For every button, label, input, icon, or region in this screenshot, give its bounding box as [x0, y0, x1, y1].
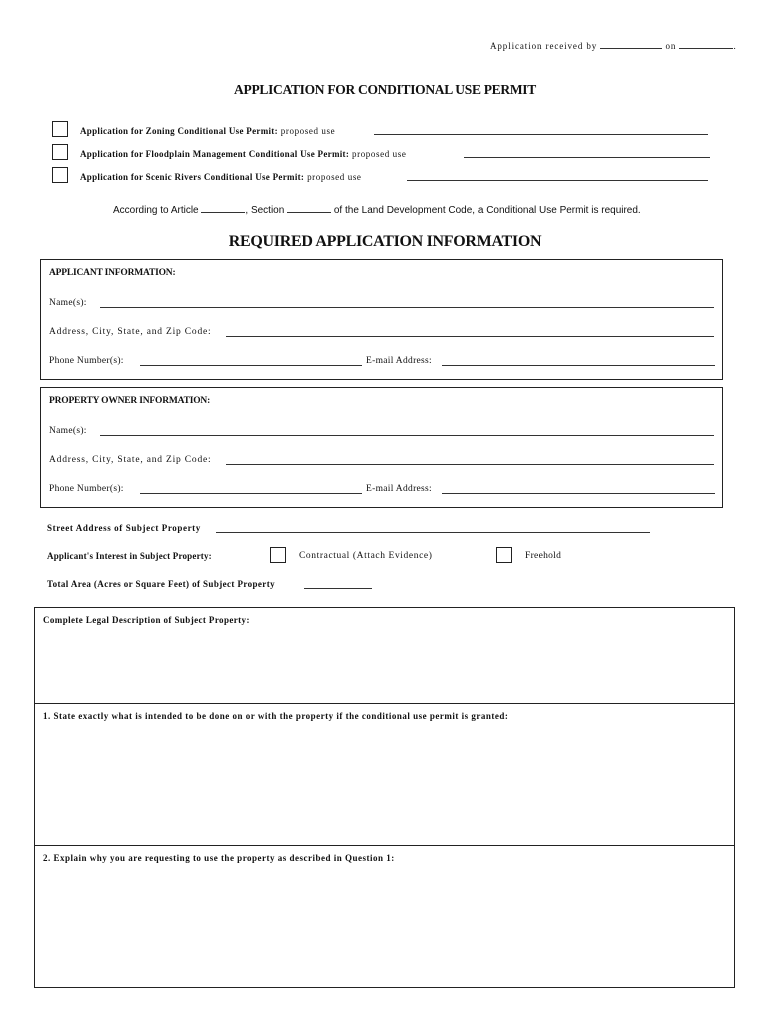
received-on-label: on — [665, 41, 677, 51]
owner-phone-label: Phone Number(s): — [49, 484, 124, 494]
applicant-name-field[interactable] — [100, 307, 714, 308]
applicant-name-label: Name(s): — [49, 298, 87, 308]
owner-name-label: Name(s): — [49, 426, 87, 436]
box-divider-1 — [34, 703, 735, 704]
freehold-checkbox[interactable] — [496, 547, 512, 563]
street-address-field[interactable] — [216, 532, 650, 533]
page-title: APPLICATION FOR CONDITIONAL USE PERMIT — [234, 82, 536, 97]
received-date-field[interactable] — [679, 40, 733, 49]
freehold-label: Freehold — [525, 551, 562, 561]
according-part1: According to Article — [113, 205, 199, 216]
applicant-address-field[interactable] — [226, 336, 714, 337]
owner-address-label: Address, City, State, and Zip Code: — [49, 455, 212, 465]
article-section-statement — [113, 203, 641, 216]
scenic-rivers-proposed-use-field[interactable] — [407, 180, 708, 181]
question-1-area[interactable] — [36, 726, 733, 843]
applicant-email-label: E-mail Address: — [366, 356, 432, 366]
legal-description-area[interactable] — [36, 630, 733, 701]
total-area-field[interactable] — [304, 588, 372, 589]
applicant-email-field[interactable] — [442, 365, 715, 366]
section-field[interactable] — [287, 203, 331, 213]
applicant-phone-label: Phone Number(s): — [49, 356, 124, 366]
legal-description-label: Complete Legal Description of Subject Property: — [43, 615, 250, 625]
zoning-permit-label: Application for Zoning Conditional Use Permit: — [80, 126, 278, 136]
floodplain-proposed-use-label: proposed use — [352, 149, 407, 159]
floodplain-proposed-use-field[interactable] — [464, 157, 710, 158]
applicant-address-label: Address, City, State, and Zip Code: — [49, 327, 212, 337]
scenic-rivers-proposed-use-label: proposed use — [307, 172, 362, 182]
box-divider-2 — [34, 845, 735, 846]
owner-email-label: E-mail Address: — [366, 484, 432, 494]
owner-email-field[interactable] — [442, 493, 715, 494]
article-field[interactable] — [201, 203, 245, 213]
scenic-rivers-permit-row — [80, 172, 362, 182]
floodplain-permit-checkbox[interactable] — [52, 144, 68, 160]
total-area-label: Total Area (Acres or Square Feet) of Subject Property — [47, 579, 275, 589]
owner-phone-field[interactable] — [140, 493, 362, 494]
received-by-field[interactable] — [600, 40, 662, 49]
scenic-rivers-permit-label: Application for Scenic Rivers Conditional Use Permit: — [80, 172, 305, 182]
question-2-area[interactable] — [36, 868, 733, 986]
owner-heading: PROPERTY OWNER INFORMATION: — [49, 396, 211, 406]
according-part3: of the Land Development Code, a Conditional Use Permit is required. — [333, 205, 641, 216]
received-prefix: Application received by — [490, 41, 598, 51]
owner-address-field[interactable] — [226, 464, 714, 465]
contractual-label: Contractual (Attach Evidence) — [299, 551, 433, 561]
applicant-phone-field[interactable] — [140, 365, 362, 366]
received-end: . — [733, 41, 737, 51]
zoning-proposed-use-field[interactable] — [374, 134, 708, 135]
floodplain-permit-label: Application for Floodplain Management Conditional Use Permit: — [80, 149, 350, 159]
section-title: REQUIRED APPLICATION INFORMATION — [228, 233, 542, 250]
scenic-rivers-permit-checkbox[interactable] — [52, 167, 68, 183]
zoning-permit-row — [80, 126, 335, 136]
zoning-proposed-use-label: proposed use — [280, 126, 336, 136]
applicant-heading: APPLICANT INFORMATION: — [49, 268, 176, 278]
question-2-label: 2. Explain why you are requesting to use the property as described in Question 1: — [43, 853, 395, 863]
floodplain-permit-row — [80, 149, 406, 159]
owner-name-field[interactable] — [100, 435, 714, 436]
zoning-permit-checkbox[interactable] — [52, 121, 68, 137]
applicant-interest-label: Applicant's Interest in Subject Property: — [47, 551, 212, 561]
contractual-checkbox[interactable] — [270, 547, 286, 563]
according-part2: , Section — [245, 205, 285, 216]
question-1-label: 1. State exactly what is intended to be done on or with the property if the conditional use permit is granted: — [43, 711, 509, 721]
street-address-label: Street Address of Subject Property — [47, 523, 201, 533]
received-by-line — [490, 40, 737, 51]
